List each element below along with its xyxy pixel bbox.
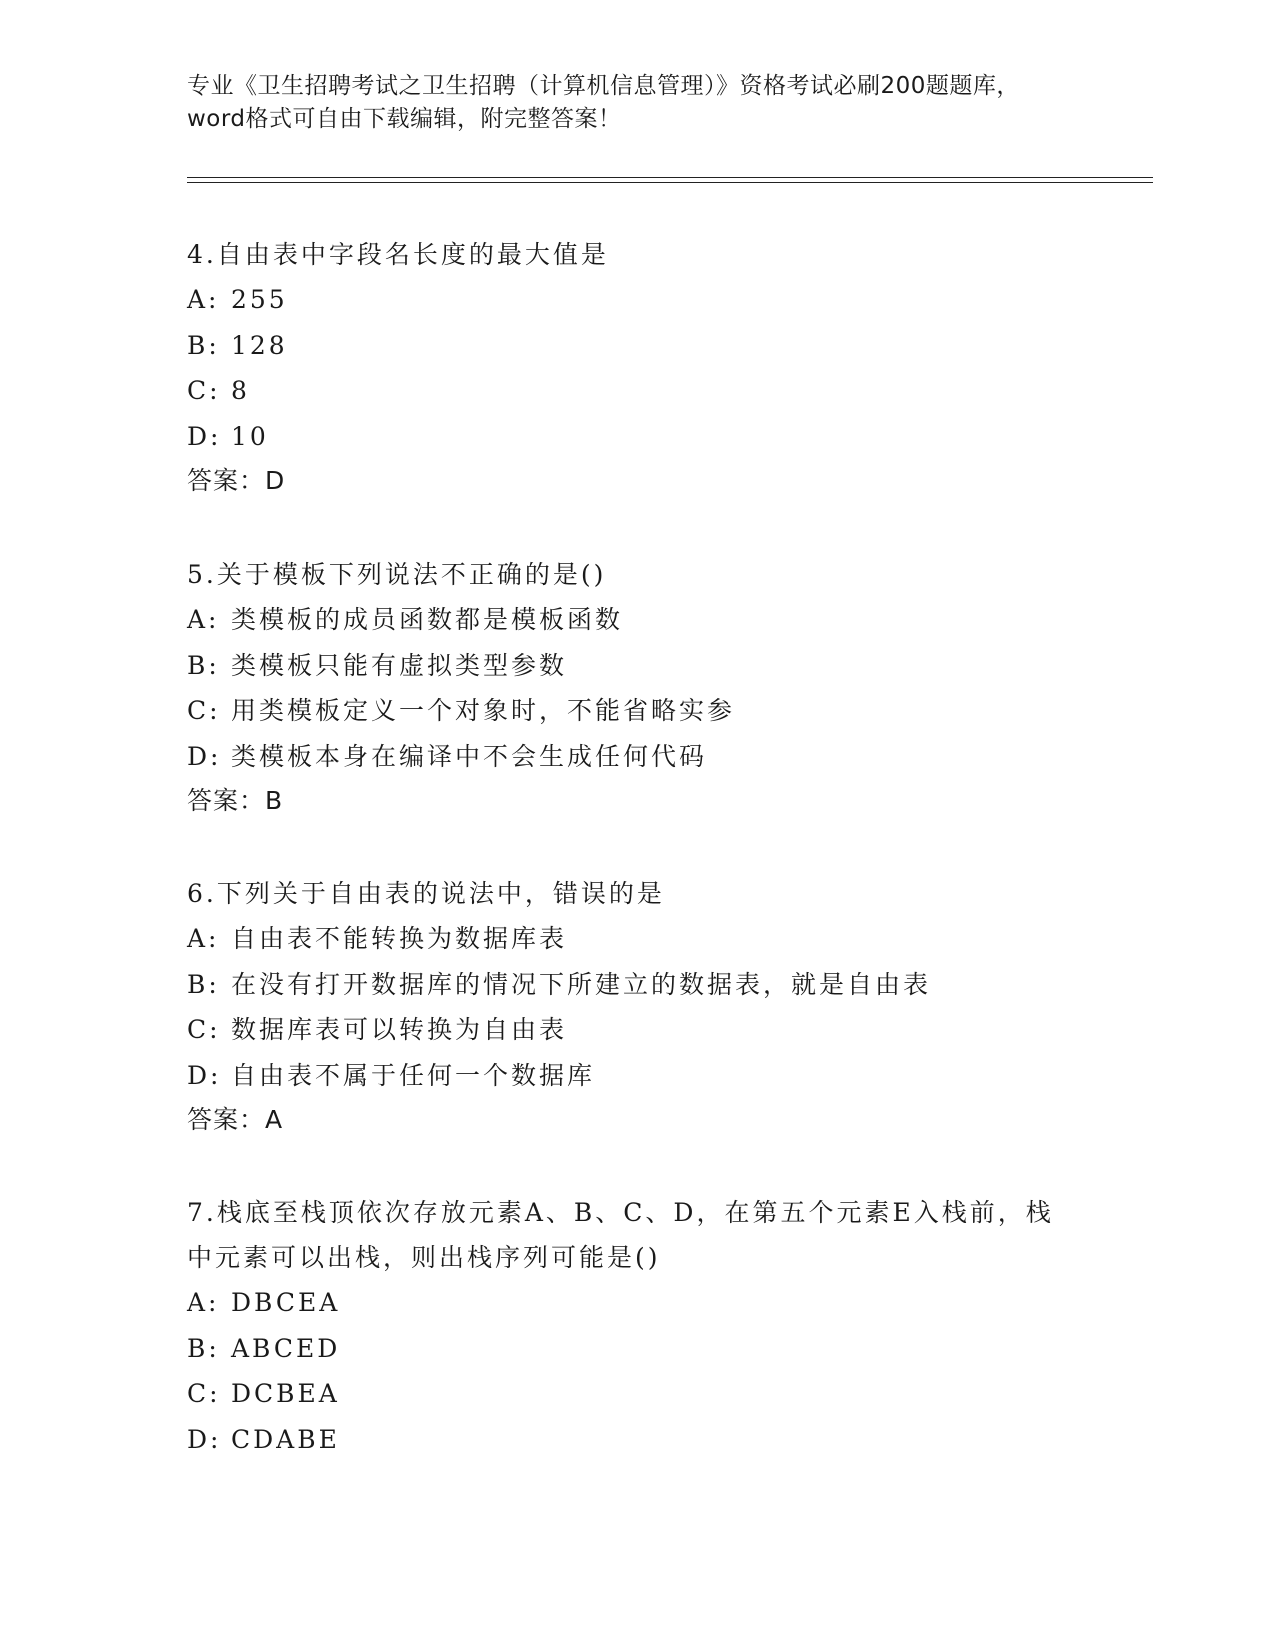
option-key: C: xyxy=(187,1379,221,1408)
question-title-line-2: 中元素可以出栈，则出栈序列可能是() xyxy=(187,1243,661,1272)
answer: 答案：B xyxy=(187,786,284,815)
option-text: CDABE xyxy=(231,1424,340,1454)
question-6 xyxy=(187,871,1087,1142)
question-title: 5.关于模板下列说法不正确的是() xyxy=(187,560,607,589)
option-key: C: xyxy=(187,376,221,405)
option-text: 255 xyxy=(231,285,288,314)
option-c xyxy=(187,368,1087,414)
option-key: A: xyxy=(187,605,220,634)
option-a xyxy=(187,916,1087,962)
header-line-1: 专业《卫生招聘考试之卫生招聘（计算机信息管理）》资格考试必刷200题题库， xyxy=(187,73,1020,99)
option-d xyxy=(187,1417,1087,1463)
option-a xyxy=(187,1280,1087,1326)
option-c xyxy=(187,1371,1087,1417)
option-key: B: xyxy=(187,650,220,680)
option-text: 128 xyxy=(231,330,288,360)
header-divider-top xyxy=(187,177,1153,178)
option-key: D: xyxy=(187,421,222,451)
option-d xyxy=(187,414,1087,460)
option-a xyxy=(187,597,1087,643)
option-text: ABCED xyxy=(231,1333,341,1363)
option-text: 类模板的成员函数都是模板函数 xyxy=(231,605,624,634)
question-title: 4.自由表中字段名长度的最大值是 xyxy=(187,240,609,269)
option-c xyxy=(187,1007,1087,1053)
option-key: B: xyxy=(187,969,220,999)
answer: 答案：D xyxy=(187,466,286,495)
question-4 xyxy=(187,232,1087,503)
option-text: 数据库表可以转换为自由表 xyxy=(231,1015,568,1044)
option-text: 类模板本身在编译中不会生成任何代码 xyxy=(231,741,708,771)
option-b xyxy=(187,643,1087,689)
option-text: 8 xyxy=(231,376,250,405)
option-key: A: xyxy=(187,924,220,953)
option-b xyxy=(187,962,1087,1008)
option-key: A: xyxy=(187,1288,220,1317)
option-key: C: xyxy=(187,1015,221,1044)
option-text: 自由表不属于任何一个数据库 xyxy=(231,1060,596,1090)
option-text: 类模板只能有虚拟类型参数 xyxy=(231,650,568,680)
option-key: B: xyxy=(187,330,220,360)
option-text: 用类模板定义一个对象时，不能省略实参 xyxy=(231,696,736,725)
option-text: DBCEA xyxy=(231,1288,341,1317)
header-line-2: word格式可自由下载编辑，附完整答案！ xyxy=(187,106,622,132)
question-5 xyxy=(187,552,1087,823)
option-b xyxy=(187,323,1087,369)
option-text: 在没有打开数据库的情况下所建立的数据表，就是自由表 xyxy=(231,969,932,999)
header-divider-bottom xyxy=(187,182,1153,183)
question-7 xyxy=(187,1190,1087,1462)
question-title: 6.下列关于自由表的说法中，错误的是 xyxy=(187,879,665,908)
option-key: C: xyxy=(187,696,221,725)
option-text: 10 xyxy=(231,421,269,451)
option-d xyxy=(187,1053,1087,1099)
option-key: D: xyxy=(187,741,222,771)
option-a xyxy=(187,277,1087,323)
option-key: D: xyxy=(187,1424,222,1454)
option-text: 自由表不能转换为数据库表 xyxy=(231,924,568,953)
option-b xyxy=(187,1326,1087,1372)
answer: 答案：A xyxy=(187,1105,284,1134)
option-d xyxy=(187,734,1087,780)
question-title-line-1: 7.栈底至栈顶依次存放元素A、B、C、D，在第五个元素E入栈前，栈 xyxy=(187,1198,1054,1227)
option-c xyxy=(187,688,1087,734)
option-key: D: xyxy=(187,1060,222,1090)
option-key: B: xyxy=(187,1333,220,1363)
option-text: DCBEA xyxy=(231,1379,340,1408)
option-key: A: xyxy=(187,285,220,314)
document-header xyxy=(187,70,1087,136)
